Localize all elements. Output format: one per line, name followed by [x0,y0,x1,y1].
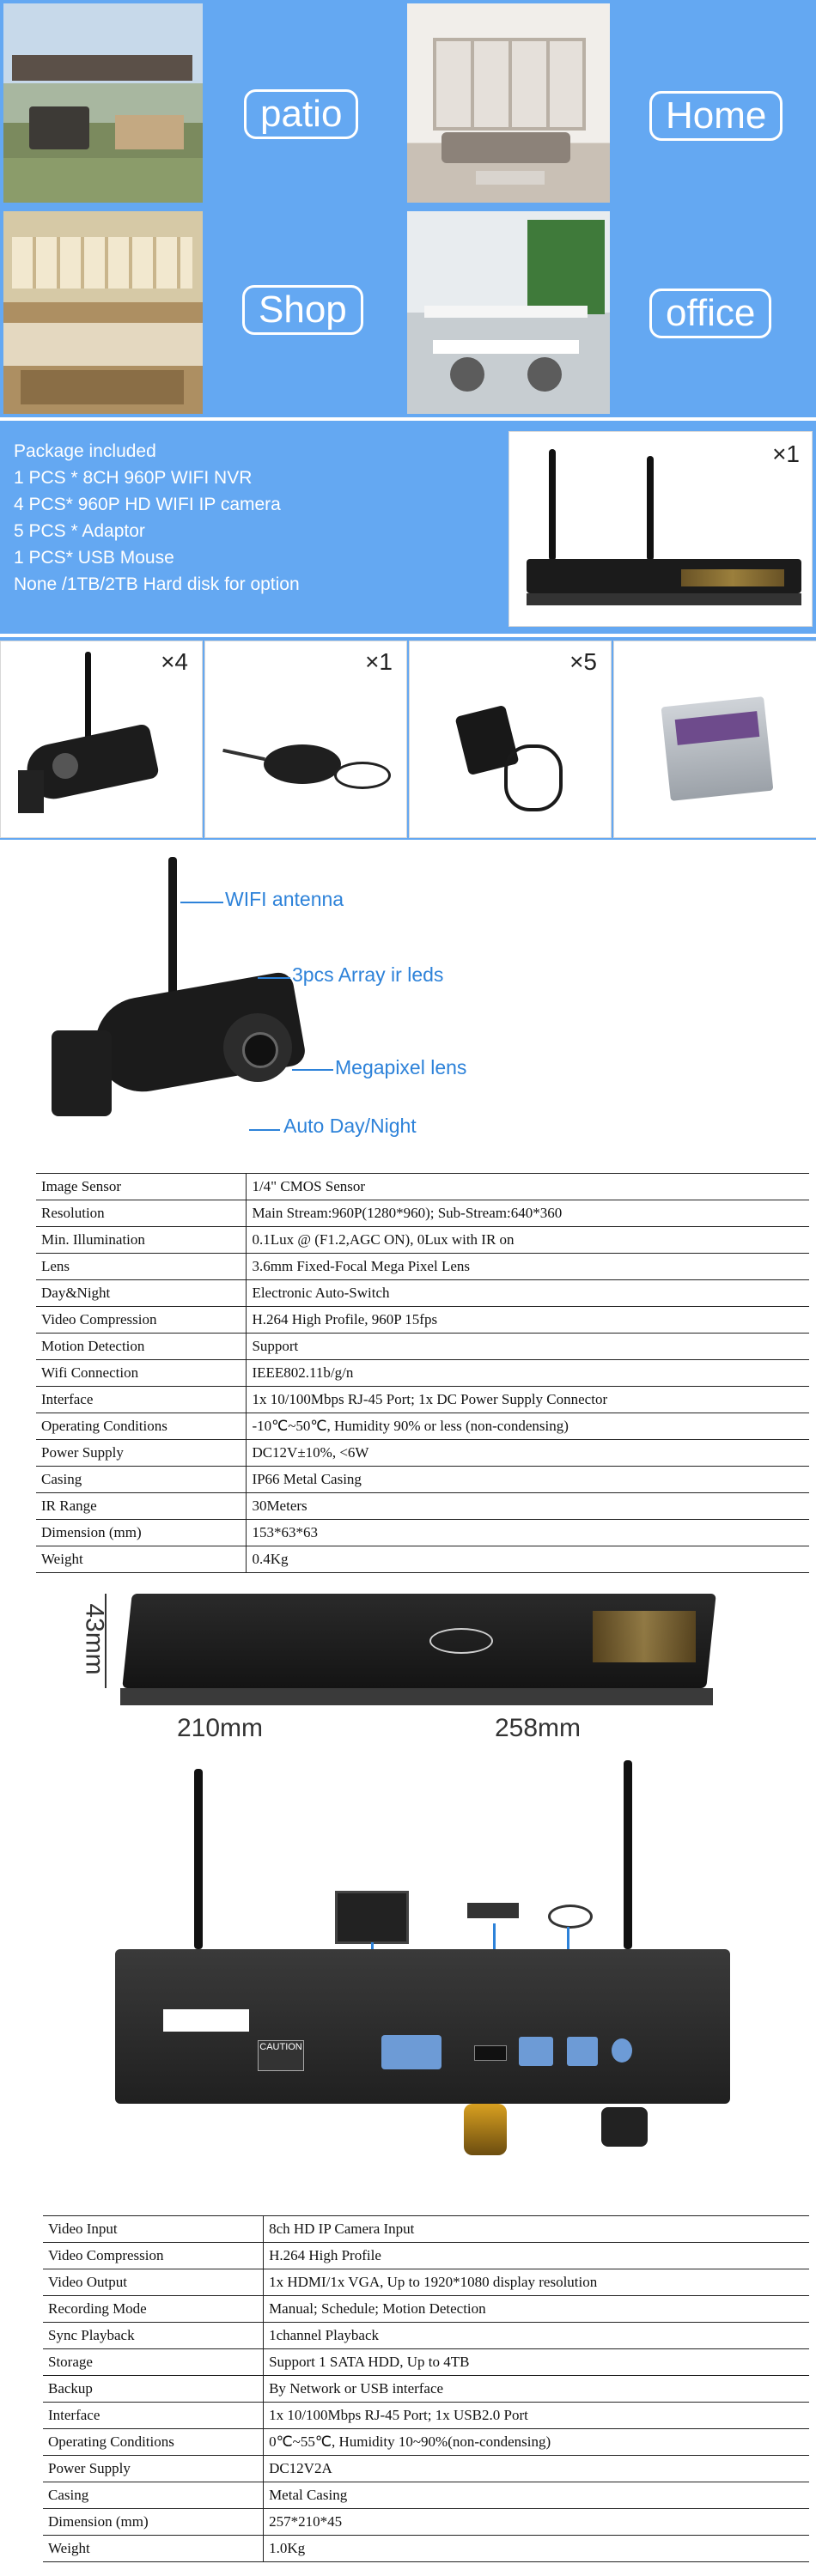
spec-value: By Network or USB interface [264,2376,809,2403]
package-line: Package included [14,441,156,461]
spec-value: DC12V±10%, <6W [247,1440,809,1467]
hdmi-port [474,2045,507,2061]
spec-row [36,1174,809,1200]
spec-row [43,2403,809,2429]
callout-day-night: Auto Day/Night [283,1115,417,1137]
spec-row [36,1387,809,1413]
spec-value: 0.4Kg [247,1546,809,1573]
spec-key: Sync Playback [43,2323,264,2349]
spec-key: Weight [43,2536,264,2562]
spec-key: Dimension (mm) [43,2509,264,2536]
spec-key: Resolution [36,1200,247,1227]
spec-row [36,1360,809,1387]
package-list [14,438,300,598]
hdd-package-box [613,641,816,838]
mouse-package-box [204,641,407,838]
callout-wifi-antenna: WIFI antenna [225,888,344,910]
spec-value: 153*63*63 [247,1520,809,1546]
monitor-icon [335,1891,409,1944]
spec-row [43,2429,809,2456]
callout-megapixel-lens: Megapixel lens [335,1056,467,1078]
spec-row [36,1254,809,1280]
dim-depth: 210mm [177,1714,264,1742]
spec-key: Operating Conditions [43,2429,264,2456]
power-adaptor-icon [601,2107,648,2147]
spec-value: Main Stream:960P(1280*960); Sub-Stream:640*360 [247,1200,809,1227]
mouse-icon [548,1905,593,1929]
camera-count: ×4 [161,648,188,675]
spec-value: Metal Casing [264,2482,809,2509]
spec-key: Power Supply [43,2456,264,2482]
spec-value: 1x HDMI/1x VGA, Up to 1920*1080 display resolution [264,2269,809,2296]
package-line: 5 PCS * Adaptor [14,521,145,541]
lan-port [519,2037,553,2066]
spec-row [36,1440,809,1467]
dim-width: 258mm [495,1714,582,1742]
package-line: 4 PCS* 960P HD WIFI IP camera [14,495,281,514]
spec-row [43,2536,809,2562]
spec-key: Operating Conditions [36,1413,247,1440]
package-line: 1 PCS* USB Mouse [14,548,174,568]
callout-ir-leds: 3pcs Array ir leds [292,963,444,986]
spec-row [43,2216,809,2243]
spec-row [43,2243,809,2269]
spec-row [43,2482,809,2509]
spec-row [36,1546,809,1573]
office-photo [407,211,610,414]
spec-key: Image Sensor [36,1174,247,1200]
home-photo [407,3,610,203]
spec-value: IP66 Metal Casing [247,1467,809,1493]
usb-port [567,2037,598,2066]
adaptor-package-box [409,641,612,838]
scene-label-home: Home [649,91,783,141]
camera-package-box [0,641,203,838]
spec-key: Backup [43,2376,264,2403]
spec-key: Wifi Connection [36,1360,247,1387]
spec-row [36,1200,809,1227]
spec-row [43,2509,809,2536]
spec-row [43,2349,809,2376]
spec-value: 1channel Playback [264,2323,809,2349]
spec-key: Video Input [43,2216,264,2243]
spec-value: 1x 10/100Mbps RJ-45 Port; 1x DC Power Supply Connector [247,1387,809,1413]
nvr-dimension-figure [0,1577,816,1765]
spec-value: DC12V2A [264,2456,809,2482]
spec-row [43,2323,809,2349]
spec-row [36,1280,809,1307]
scene-label-shop: Shop [242,285,363,335]
spec-value: H.264 High Profile [264,2243,809,2269]
spec-key: Day&Night [36,1280,247,1307]
spec-row [36,1520,809,1546]
spec-value: 257*210*45 [264,2509,809,2536]
shop-photo [3,211,203,414]
spec-value: 8ch HD IP Camera Input [264,2216,809,2243]
spec-key: Video Compression [43,2243,264,2269]
router-icon [467,1903,519,1918]
spec-value: 1x 10/100Mbps RJ-45 Port; 1x USB2.0 Port [264,2403,809,2429]
spec-row [36,1413,809,1440]
package-line: None /1TB/2TB Hard disk for option [14,574,300,594]
spec-value: IEEE802.11b/g/n [247,1360,809,1387]
package-section [0,421,816,634]
spec-row [43,2456,809,2482]
spec-key: Casing [36,1467,247,1493]
spec-value: 30Meters [247,1493,809,1520]
dim-height: 43mm [80,1603,109,1675]
spec-value: 1.0Kg [264,2536,809,2562]
package-line: 1 PCS * 8CH 960P WIFI NVR [14,468,253,488]
spec-value: 3.6mm Fixed-Focal Mega Pixel Lens [247,1254,809,1280]
spec-value: 0.1Lux @ (F1.2,AGC ON), 0Lux with IR on [247,1227,809,1254]
spec-key: Min. Illumination [36,1227,247,1254]
vga-port [381,2035,441,2069]
spec-row [36,1307,809,1334]
spec-row [36,1493,809,1520]
spec-key: Motion Detection [36,1334,247,1360]
spec-key: Interface [43,2403,264,2429]
caution-label: CAUTION [258,2040,304,2071]
nvr-spec-table [43,2215,809,2562]
nvr-count: ×1 [772,440,800,467]
spec-value: 1/4" CMOS Sensor [247,1174,809,1200]
spec-key: Power Supply [36,1440,247,1467]
accessory-row [0,637,816,840]
spec-key: Video Output [43,2269,264,2296]
nvr-package-box [508,431,813,627]
spec-value: Support 1 SATA HDD, Up to 4TB [264,2349,809,2376]
spec-row [36,1467,809,1493]
spec-key: Storage [43,2349,264,2376]
spec-value: Electronic Auto-Switch [247,1280,809,1307]
scene-label-office: office [649,289,771,338]
spec-key: Interface [36,1387,247,1413]
spec-row [36,1227,809,1254]
spec-row [43,2296,809,2323]
spec-value: Manual; Schedule; Motion Detection [264,2296,809,2323]
spec-value: H.264 High Profile, 960P 15fps [247,1307,809,1334]
dc-port [612,2038,632,2063]
spec-key: Lens [36,1254,247,1280]
scene-grid [0,0,816,417]
patio-photo [3,3,203,203]
camera-feature [0,850,816,1168]
adaptor-count: ×5 [569,648,597,675]
nvr-rear-panel [0,1752,816,2198]
spec-value: -10℃~50℃, Humidity 90% or less (non-condensing) [247,1413,809,1440]
spec-key: Weight [36,1546,247,1573]
spec-key: Casing [43,2482,264,2509]
spec-value: Support [247,1334,809,1360]
scene-label-patio: patio [244,89,358,139]
camera-spec-table [36,1173,809,1573]
spec-row [36,1334,809,1360]
spec-value: 0℃~55℃, Humidity 10~90%(non-condensing) [264,2429,809,2456]
spec-key: IR Range [36,1493,247,1520]
spec-row [43,2376,809,2403]
spec-key: Video Compression [36,1307,247,1334]
hdmi-cable-icon [464,2104,507,2155]
mouse-count: ×1 [365,648,393,675]
spec-key: Recording Mode [43,2296,264,2323]
spec-key: Dimension (mm) [36,1520,247,1546]
spec-row [43,2269,809,2296]
